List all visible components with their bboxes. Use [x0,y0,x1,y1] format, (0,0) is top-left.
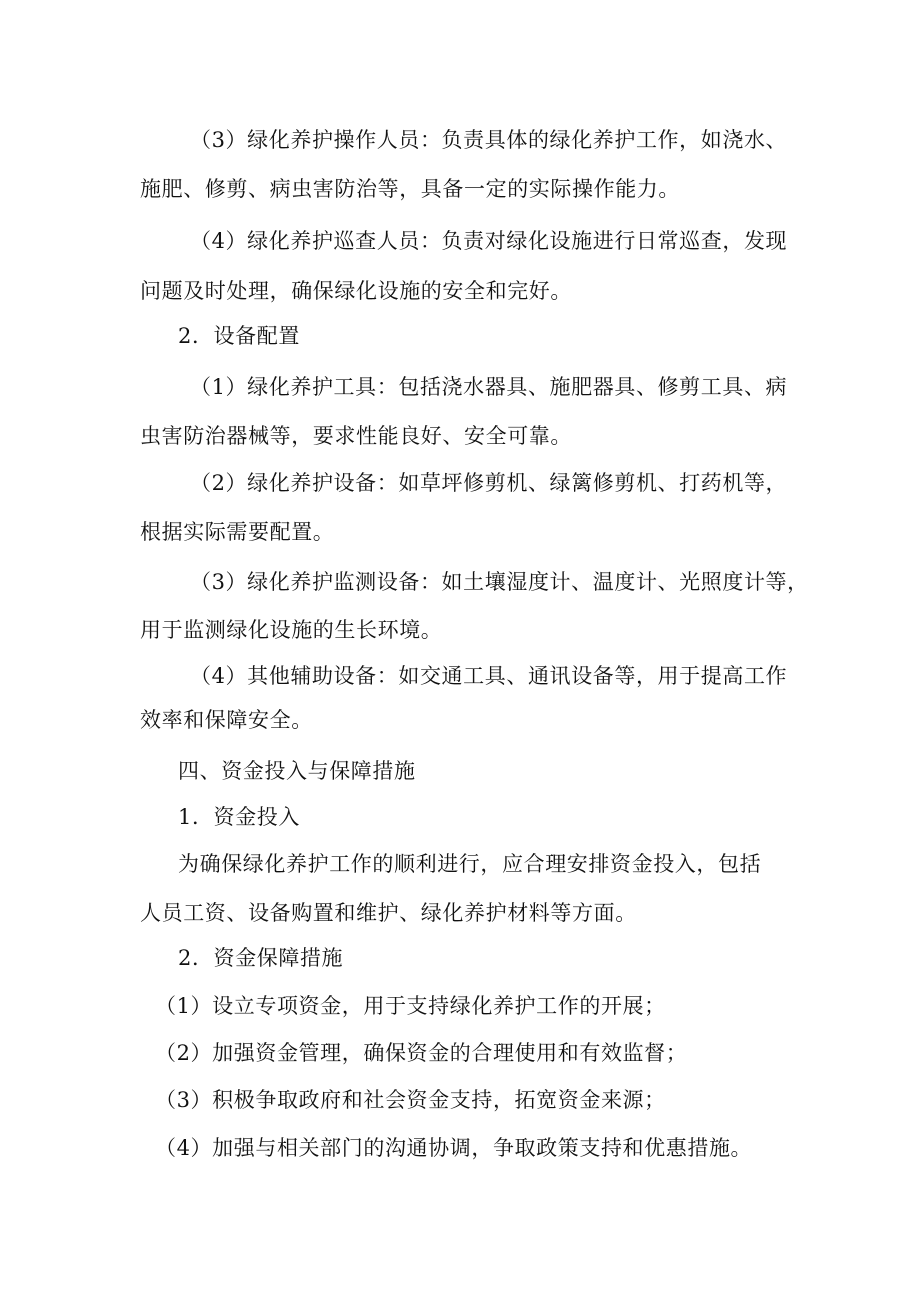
paragraph-line: 虫害防治器械等，要求性能良好、安全可靠。 [140,424,572,448]
paragraph-line: 根据实际需要配置。 [140,520,335,544]
paragraph-line: 用于监测绿化设施的生长环境。 [140,618,443,642]
section-heading: 1．资金投入 [178,805,300,829]
paragraph-line: （4）其他辅助设备：如交通工具、通讯设备等，用于提高工作 [190,664,788,688]
paragraph-line: （3）绿化养护监测设备：如土壤湿度计、温度计、光照度计等， [190,570,809,594]
paragraph-line: 为确保绿化养护工作的顺利进行，应合理安排资金投入，包括 [178,852,762,876]
paragraph-line: 效率和保障安全。 [140,708,313,732]
paragraph-line: （3）绿化养护操作人员：负责具体的绿化养护工作，如浇水、 [190,128,788,152]
list-item: （3）积极争取政府和社会资金支持，拓宽资金来源； [155,1088,666,1112]
paragraph-line: 施肥、修剪、病虫害防治等，具备一定的实际操作能力。 [140,177,680,201]
paragraph-line: （1）绿化养护工具：包括浇水器具、施肥器具、修剪工具、病 [190,375,788,399]
paragraph-line: （4）绿化养护巡查人员：负责对绿化设施进行日常巡查，发现 [190,229,788,253]
paragraph-line: 人员工资、设备购置和维护、绿化养护材料等方面。 [140,901,637,925]
section-heading: 2．设备配置 [178,324,300,348]
section-heading: 2．资金保障措施 [178,946,344,970]
list-item: （2）加强资金管理，确保资金的合理使用和有效监督； [155,1041,688,1065]
paragraph-line: （2）绿化养护设备：如草坪修剪机、绿篱修剪机、打药机等， [190,471,788,495]
paragraph-line: 问题及时处理，确保绿化设施的安全和完好。 [140,279,572,303]
chapter-heading: 四、资金投入与保障措施 [178,759,416,783]
list-item: （4）加强与相关部门的沟通协调，争取政策支持和优惠措施。 [155,1136,753,1160]
list-item: （1）设立专项资金，用于支持绿化养护工作的开展； [155,994,666,1018]
